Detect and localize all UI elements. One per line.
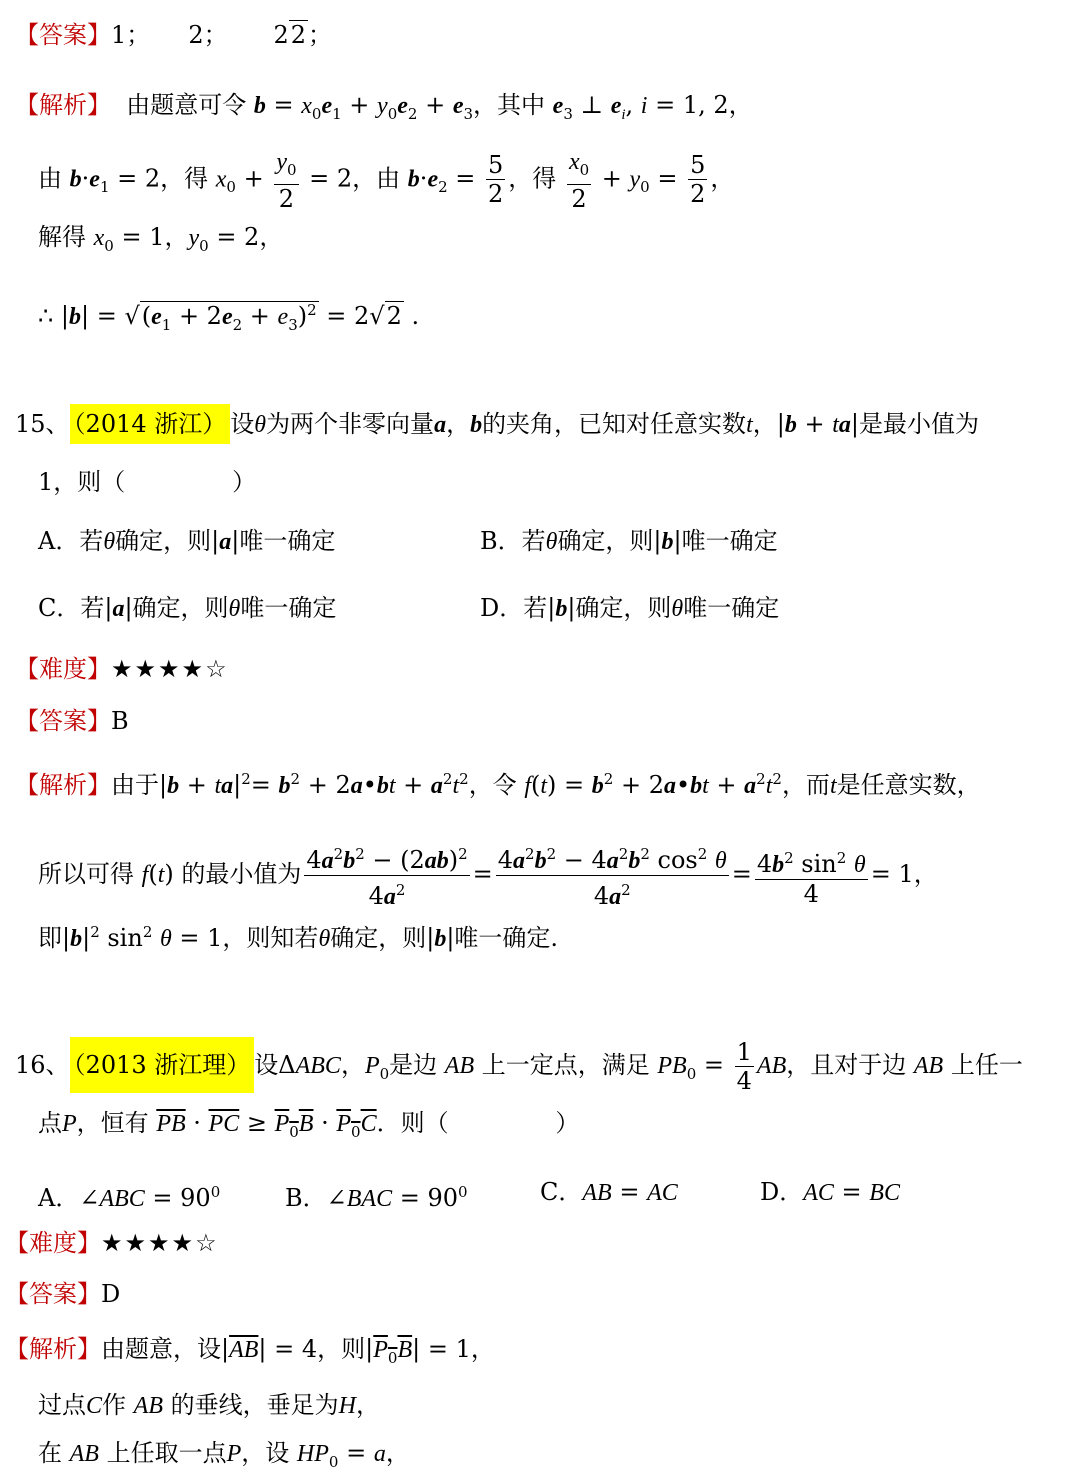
q15-solution-line-1: 【解析】由于$|b + ta|^2= b^2$ + 2a•bt + $a^2t^2$，令 $f(t) = b^2$ + 2a•bt + $a^2t^2$，而t是任意实数， — [15, 770, 981, 799]
answer-text-14: 1； 2； 22； — [111, 21, 333, 49]
q16-stem-line-2: 点P，恒有 $\overline{PB} \cdot \overline{PC} \ge P_0B \cdot P_0C$．则（ ） — [38, 1109, 580, 1141]
q16-option-d[interactable]: D．AC = BC — [760, 1178, 900, 1206]
q15-option-c[interactable]: C．若|a|确定，则θ唯一确定 — [38, 594, 337, 622]
q15-option-d[interactable]: D．若|b|确定，则θ唯一确定 — [480, 594, 780, 622]
q15-option-a[interactable]: A．若θ确定，则|a|唯一确定 — [38, 527, 336, 555]
q15-answer-value: B — [111, 707, 129, 735]
q16-option-a[interactable]: A．∠ABC = $90^0$ — [38, 1183, 221, 1212]
q16-number: 16、 — [15, 1051, 70, 1079]
q16-answer-value: D — [101, 1280, 121, 1308]
q16-option-b[interactable]: B．∠BAC = $90^0$ — [285, 1183, 468, 1212]
analysis-line-14-1: 【解析】 由题意可令 $b = x_0e_1 + y_0e_2 + e_3$，其中 $e_3$ ⊥ $e_i$, i = 1, 2， — [15, 91, 753, 123]
q16-option-c[interactable]: C．AB = AC — [540, 1178, 678, 1206]
analysis-line-14-3: 解得 $x_0 = 1$，$y_0 = 2$， — [38, 223, 284, 255]
difficulty-stars: ★★★★☆ — [111, 655, 229, 683]
q15-source-highlight: （2014 浙江） — [70, 404, 231, 444]
q15-stem-line-2: 1，则（ ） — [38, 468, 257, 496]
q16-difficulty — [5, 1226, 219, 1260]
answer-tag: 【答案】 — [15, 21, 111, 49]
q16-answer — [5, 1277, 120, 1311]
analysis-line-14-4: ∴ $|b| = √(e_1 + 2e_2 + e_3)^2 = 2√2$ . — [38, 301, 420, 334]
difficulty-tag: 【难度】 — [5, 1229, 101, 1257]
q15-option-b[interactable]: B．若θ确定，则|b|唯一确定 — [480, 527, 778, 555]
q15-number: 15、 — [15, 410, 70, 438]
q16-source-highlight: （2013 浙江理） — [70, 1037, 255, 1093]
analysis-tag: 【解析】 — [15, 771, 111, 799]
q16-solution-line-2: 过点C作 AB 的垂线，垂足为H， — [38, 1391, 380, 1419]
analysis-tag: 【解析】 — [15, 91, 111, 119]
q16-solution-line-1: 【解析】由题意，设$|\overline{AB}| = 4$，则$|P_0B| = 1$， — [5, 1335, 495, 1367]
difficulty-stars: ★★★★☆ — [101, 1229, 219, 1257]
q15-solution-line-2: 所以可得 f(t) 的最小值为 $\frac{4a^2b^2 - (2ab)^2}{4a^2}$ = $\frac{4a^2b^2 - 4a^2b^2 \cos^2 \theta}{4a^2}$ = $\frac{4b^2 \sin^2 \theta}{4}$ = 1， — [38, 845, 938, 910]
answer-tag: 【答案】 — [15, 707, 111, 735]
q16-solution-line-3: 在 AB 上任取一点P，设 $HP_0 = a$， — [38, 1439, 410, 1471]
answer-line-14 — [15, 18, 332, 52]
q16-stem-line-1: 16、 （2013 浙江理） 设ΔABC，$P_0$是边 AB 上一定点，满足 $PB_0$ = $\frac{1}{4}$ AB，且对于边 AB 上任一 — [15, 1038, 1023, 1095]
q15-answer — [15, 704, 129, 738]
analysis-tag: 【解析】 — [5, 1335, 101, 1363]
analysis-line-14-2: 由 $b\cdot e_1 = 2$，得 $x_0$ + $\frac{y_0}{2}$ = 2，由 $b\cdot e_2$ = $\frac{5}{2}$ ，得 $\frac{x_0}{2}$ + $y_0$ = $\frac{5}{2}$ ， — [38, 149, 735, 213]
difficulty-tag: 【难度】 — [15, 655, 111, 683]
q15-difficulty — [15, 652, 229, 686]
answer-tag: 【答案】 — [5, 1280, 101, 1308]
q15-stem-line-1: 15、 （2014 浙江） 设θ为两个非零向量a，b的夹角，已知对任意实数t，|b + ta|是最小值为 — [15, 407, 979, 442]
q15-solution-line-3: 即$|b|^2$ $\sin^2 \theta = 1$，则知若θ确定，则|b|唯一确定. — [38, 923, 559, 952]
